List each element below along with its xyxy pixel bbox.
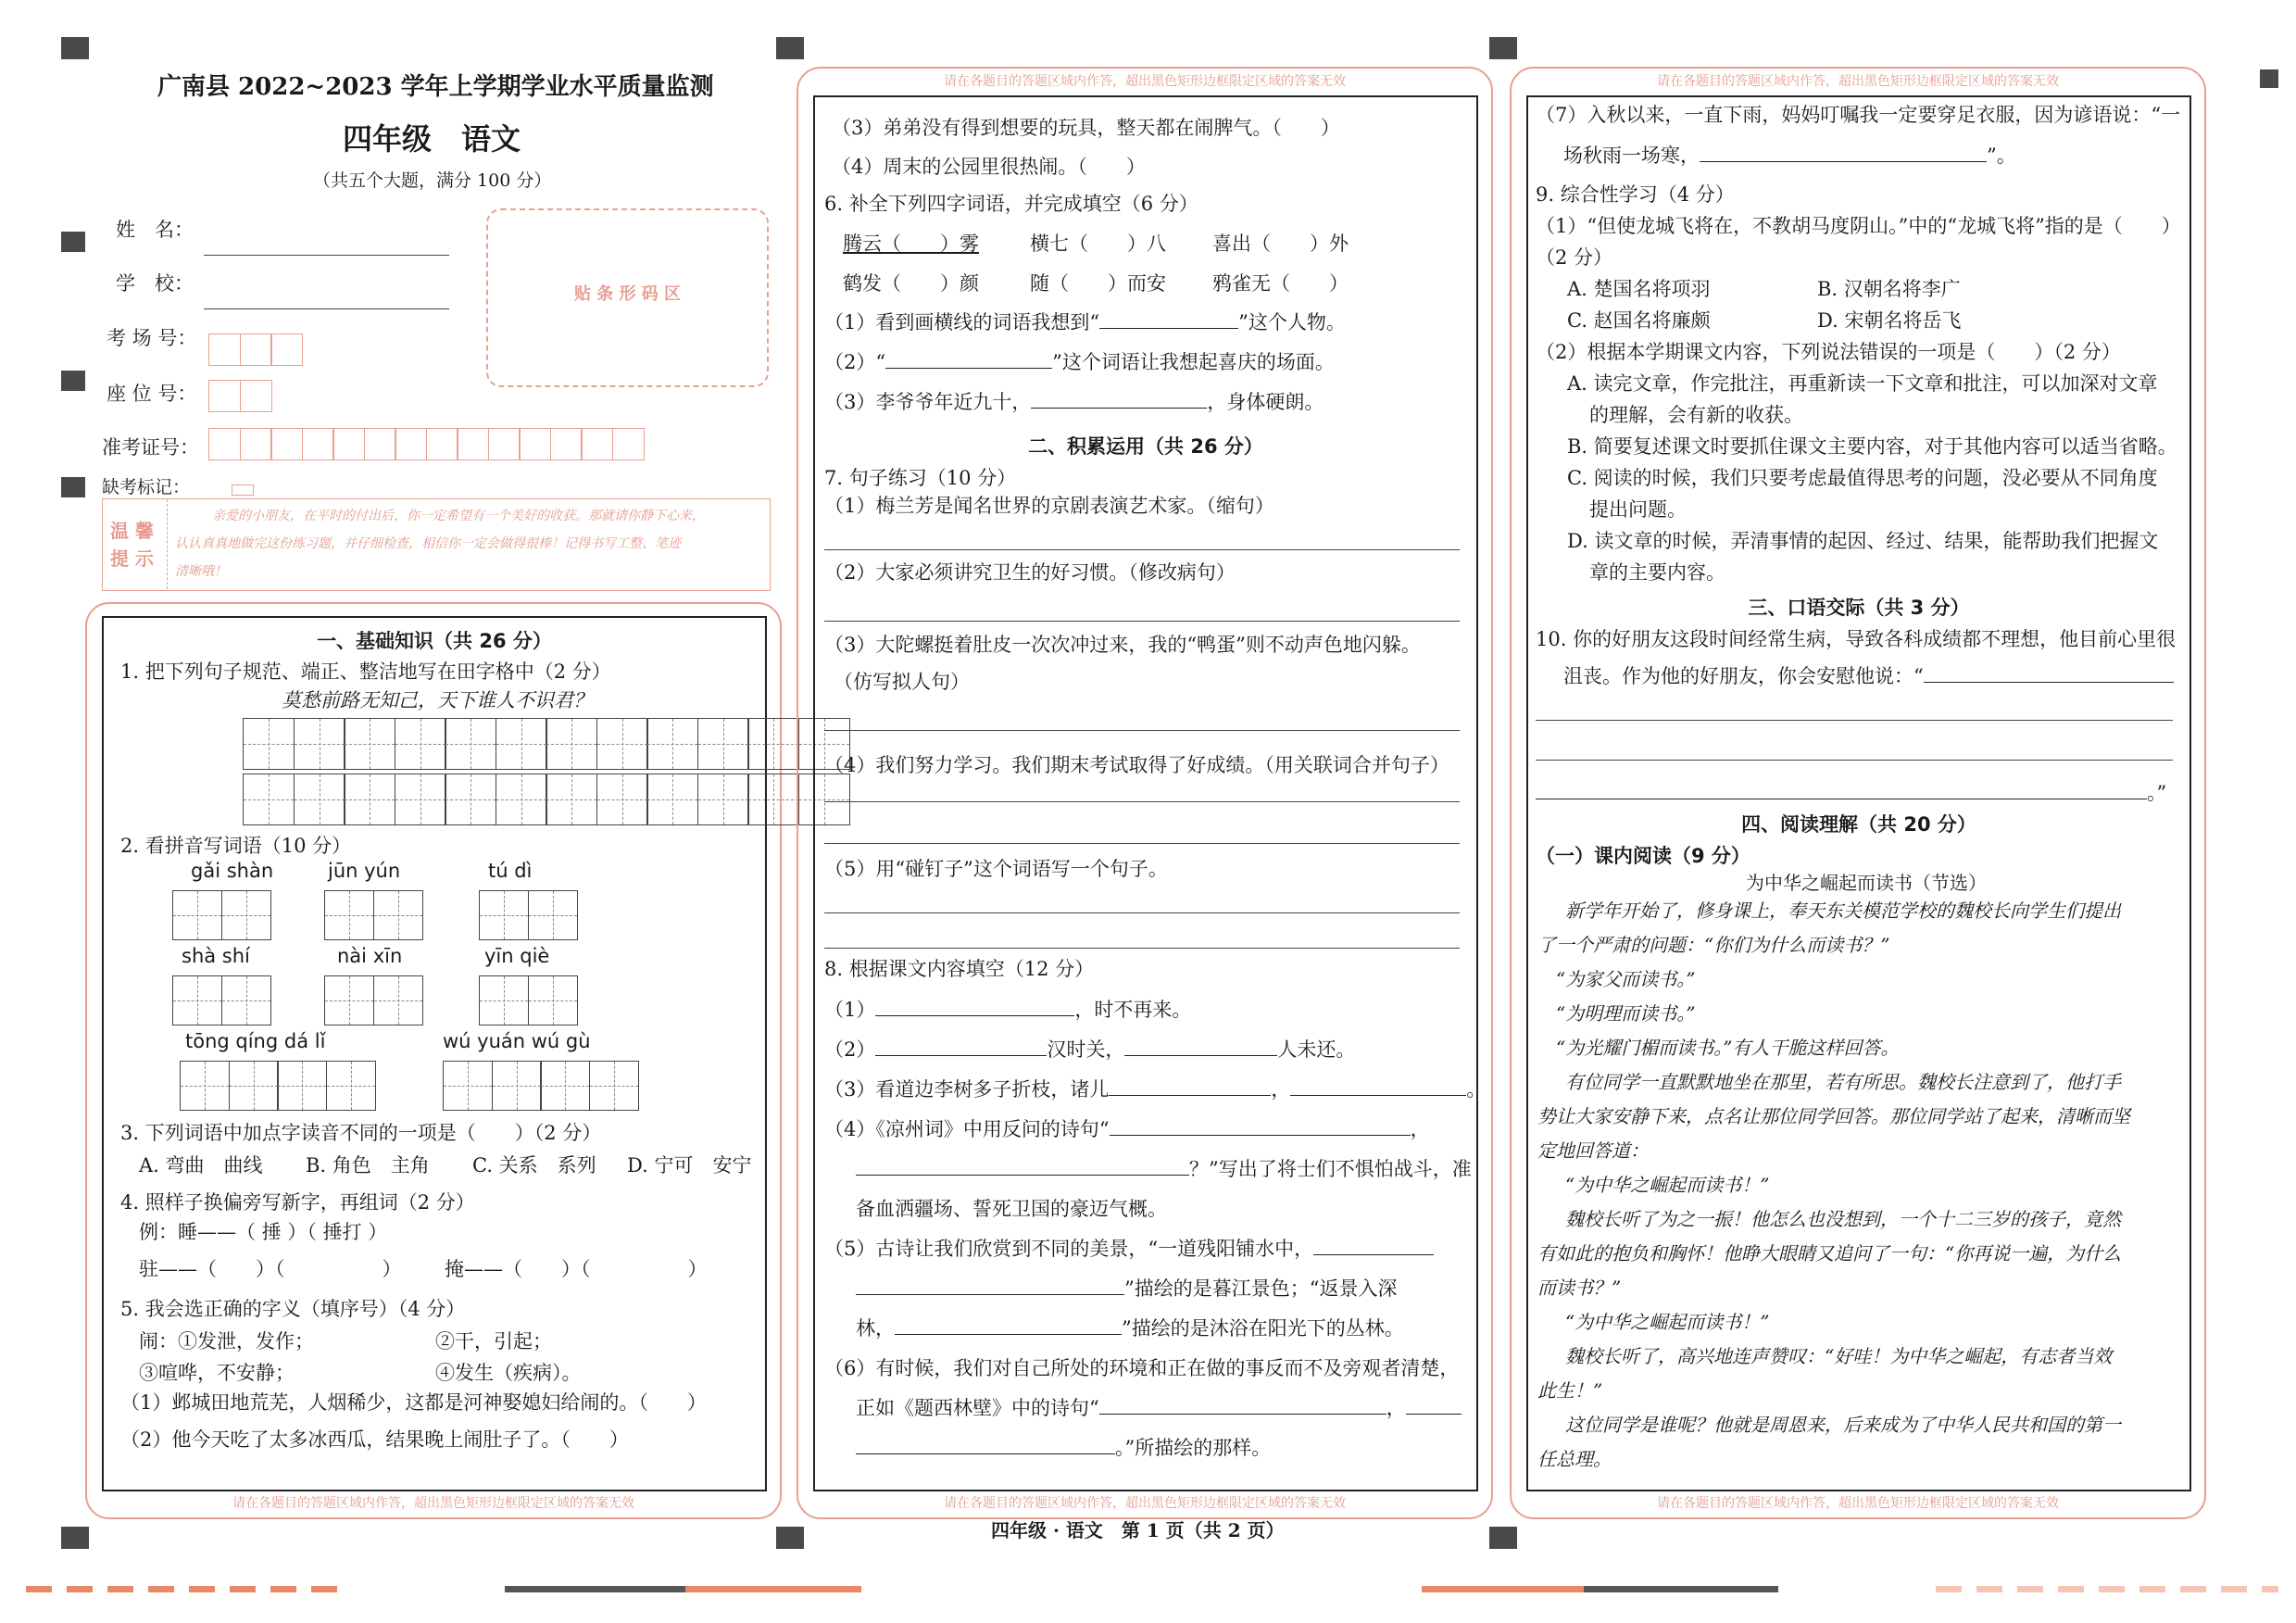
q9-1-option-a: A. 楚国名将项羽 bbox=[1567, 278, 1711, 300]
q8-6a: （6）有时候，我们对自己所处的环境和正在做的事反而不及旁观者清楚， bbox=[824, 1357, 1460, 1379]
q7-3-subtext: （仿写拟人句） bbox=[834, 671, 970, 693]
bottom-dash-right bbox=[1936, 1586, 2278, 1592]
q4-text: 4. 照样子换偏旁写新字，再组词（2 分） bbox=[120, 1191, 475, 1214]
q6-word-2[interactable]: 横七（ ）八 bbox=[1030, 233, 1166, 255]
exam-header bbox=[56, 56, 778, 611]
q1-grid-row-1[interactable] bbox=[243, 718, 848, 770]
name-label: 姓 名： bbox=[116, 219, 194, 241]
name-field[interactable] bbox=[204, 255, 449, 256]
q7-5-answer-line-2[interactable] bbox=[824, 948, 1460, 949]
q10-answer-line-3[interactable]: 。” bbox=[1536, 781, 2166, 805]
section-1-title: 一、基础知识（共 26 分） bbox=[317, 630, 552, 652]
q9-1-text: （1）“但使龙城飞将在，不教胡马度阴山。”中的“龙城飞将”指的是（ ） bbox=[1536, 215, 2181, 237]
tip-text-3: 清晰哦！ bbox=[175, 564, 227, 579]
q2-text: 2. 看拼音写词语（10 分） bbox=[120, 835, 352, 857]
ticket-label: 准考证号： bbox=[102, 436, 199, 459]
q5-meaning-1: 闹：①发泄，发作； bbox=[139, 1330, 314, 1352]
column-2-answer-area bbox=[813, 95, 1487, 1491]
section-3-title: 三、口语交际（共 3 分） bbox=[1748, 597, 1970, 619]
q3-option-c: C. 关系 系列 bbox=[472, 1154, 596, 1176]
q9-2-option-d: D. 读文章的时候，弄清事情的起因、经过、结果，能帮助我们把握文 bbox=[1567, 530, 2159, 552]
barcode-label: 贴 条 形 码 区 bbox=[573, 284, 682, 304]
bottom-bar bbox=[1422, 1586, 1584, 1592]
exam-title: 广南县 2022~2023 学年上学期学业水平质量监测 bbox=[157, 73, 714, 101]
absent-checkbox[interactable] bbox=[232, 484, 254, 496]
answer-area-caption: 请在各题目的答题区域内作答，超出黑色矩形边框限定区域的答案无效 bbox=[232, 1495, 634, 1511]
q9-2-text: （2）根据本学期课文内容，下列说法错误的一项是（ ）（2 分） bbox=[1536, 341, 2121, 363]
q5-sentence-2[interactable]: （2）他今天吃了太多冰西瓜，结果晚上闹肚子了。（ ） bbox=[120, 1428, 629, 1451]
bottom-bar bbox=[685, 1586, 861, 1592]
q7-5-text: （5）用“碰钉子”这个词语写一个句子。 bbox=[824, 858, 1168, 880]
q7-4-text: （4）我们努力学习。我们期末考试取得了好成绩。（用关联词合并句子） bbox=[824, 754, 1449, 776]
q1-text: 1. 把下列句子规范、端正、整洁地写在田字格中（2 分） bbox=[120, 661, 611, 683]
passage-title: 为中华之崛起而读书（节选） bbox=[1746, 872, 1987, 894]
q8-5c[interactable]: 林， ”描绘的是沐浴在阳光下的丛林。 bbox=[856, 1317, 1404, 1340]
registration-mark bbox=[1489, 37, 1517, 59]
column-3-answer-area: （7）入秋以来，一直下雨，妈妈叮嘱我一定要穿足衣服，因为谚语说：“一 场秋雨一场寒， ”。 9. 综合性学习（4 分） （1）“但使龙城飞将在，不教胡马度阴山。”中的“龙城飞将”指的是（ ） （2 分） A. 楚国名将项羽 B. 汉朝名将李广 C. 赵国名将廉颇 D. 宋朝名将岳飞 （2）根据本学期课文内容，下列说法错误的一项是（ ）（2 分） A. 读完文章，作完批注，再重新读一下文章和批注，可以加深对文章 的理解，会有新的收获。 B. 简要复述课文时要抓住课文主要内容，对于其他内容可以适当省略。 C. 阅读的时候，我们只要考虑最值得思考的问题，没必要从不同角度 提出问题。 D. 读文章的时候，弄清事情的起因、经过、结果，能帮助我们把握文 章的主要内容。 三、口语交际（共 3 分） 10. 你的好朋友这段时间经常生病，导致各科成绩都不理想，他目前心里很 沮丧。作为他的好朋友，你会安慰他说：“ 。” 四、阅读理解（共 20 分） （一）课内阅读（9 分） 为中华之崛起而读书（节选） 新学年开始了，修身课上，奉天东关模范学校的魏校长向学生们提出 了一个严肃的问题：“你们为什么而读书？” “为家父而读书。” “为明理而读书。” “为光耀门楣而读书。”有人干脆这样回答。 有位同学一直默默地坐在那里，若有所思。魏校长注意到了，他打手 势让大家安静下来，点名让那位同学回答。那位同学站了起来，清晰而坚 定地回答道： “为中华之崛起而读书！” 魏校长听了为之一振！他怎么也没想到，一个十二三岁的孩子，竟然 有如此的抱负和胸怀！他睁大眼睛又追问了一句：“你再说一遍，为什么 而读书？” “为中华之崛起而读书！” 魏校长听了，高兴地连声赞叹：“好哇！为中华之崛起，有志者当效 此生！” 这位同学是谁呢？他就是周恩来，后来成为了中华人民共和国的第一 任总理。 bbox=[1526, 95, 2191, 1491]
q9-2-option-c-cont: 提出问题。 bbox=[1589, 498, 1687, 521]
q8-text: 8. 根据课文内容填空（12 分） bbox=[824, 958, 1095, 980]
q8-7b[interactable]: 场秋雨一场寒， ”。 bbox=[1563, 145, 2016, 167]
page-footer: 四年级 · 语文 第 1 页（共 2 页） bbox=[991, 1519, 1285, 1541]
exam-subtitle: 四年级 语文 bbox=[343, 121, 521, 157]
section-4-title: 四、阅读理解（共 20 分） bbox=[1741, 813, 1976, 836]
q7-3-answer-line[interactable] bbox=[824, 730, 1460, 731]
q9-2-option-d-cont: 章的主要内容。 bbox=[1589, 561, 1725, 584]
q8-3[interactable]: （3）看道边李树多子折枝，诸儿 ， 。 bbox=[824, 1078, 1487, 1101]
q6-fill-2[interactable]: （2）“ ”这个词语让我想起喜庆的场面。 bbox=[824, 351, 1335, 373]
q9-1-option-d: D. 宋朝名将岳飞 bbox=[1817, 309, 1962, 332]
q4-line-1[interactable]: 驻——（ ）（ ） bbox=[139, 1258, 402, 1280]
q9-1-score: （2 分） bbox=[1536, 246, 1613, 269]
q6-word-4[interactable]: 鹤发（ ）颜 bbox=[843, 272, 979, 295]
room-label: 考 场 号： bbox=[107, 327, 197, 349]
registration-mark bbox=[2260, 69, 2278, 88]
q8-5b[interactable]: ”描绘的是暮江景色；“返景入深 bbox=[856, 1277, 1397, 1301]
exam-note: （共五个大题，满分 100 分） bbox=[313, 170, 552, 191]
seat-label: 座 位 号： bbox=[107, 383, 197, 405]
seat-boxes[interactable] bbox=[208, 380, 270, 412]
q7-1-text: （1）梅兰芳是闻名世界的京剧表演艺术家。（缩句） bbox=[824, 495, 1274, 517]
q8-2[interactable]: （2） 汉时关， 人未还。 bbox=[824, 1038, 1356, 1061]
answer-area-caption: 请在各题目的答题区域内作答，超出黑色矩形边框限定区域的答案无效 bbox=[1657, 1495, 2059, 1511]
q3-option-b: B. 角色 主角 bbox=[306, 1154, 430, 1176]
q1-sentence: 莫愁前路无知己，天下谁人不识君？ bbox=[282, 689, 593, 711]
q9-2-option-a: A. 读完文章，作完批注，再重新读一下文章和批注，可以加深对文章 bbox=[1567, 372, 2158, 395]
q6-text: 6. 补全下列四字词语，并完成填空（6 分） bbox=[824, 193, 1198, 215]
q7-text: 7. 句子练习（10 分） bbox=[824, 467, 1017, 489]
barcode-area bbox=[486, 208, 769, 387]
q9-text: 9. 综合性学习（4 分） bbox=[1536, 183, 1735, 206]
q8-6b[interactable]: 正如《题西林壁》中的诗句“ ， bbox=[856, 1396, 1462, 1420]
tip-text-2: 认认真真地做完这份练习题，并仔细检查，相信你一定会做得很棒！记得书写工整、笔迹 bbox=[175, 536, 681, 551]
q5-sentence-1[interactable]: （1）邺城田地荒芜，人烟稀少，这都是河神娶媳妇给闹的。（ ） bbox=[120, 1391, 707, 1414]
q9-1-option-c: C. 赵国名将廉颇 bbox=[1567, 309, 1711, 332]
q8-4b[interactable]: ？”写出了将士们不惧怕战斗，准 bbox=[856, 1157, 1472, 1181]
registration-mark bbox=[61, 1527, 89, 1549]
q3-text: 3. 下列词语中加点字读音不同的一项是（ ）（2 分） bbox=[120, 1122, 602, 1144]
q9-2-option-c: C. 阅读的时候，我们只要考虑最值得思考的问题，没必要从不同角度 bbox=[1567, 467, 2158, 489]
q5-sentence-4[interactable]: （4）周末的公园里很热闹。（ ） bbox=[832, 156, 1146, 178]
q5-meaning-4: ④发生（疾病）。 bbox=[435, 1362, 582, 1384]
q7-4-answer-line-2[interactable] bbox=[824, 843, 1460, 844]
q9-2-option-a-cont: 的理解，会有新的收获。 bbox=[1589, 404, 1803, 426]
q9-2-option-b: B. 简要复述课文时要抓住课文主要内容，对于其他内容可以适当省略。 bbox=[1567, 435, 2177, 458]
tip-text-1: 亲爱的小朋友，在平时的付出后，你一定希望有一个美好的收获。那就请你静下心来， bbox=[212, 509, 705, 523]
q6-word-5[interactable]: 随（ ）而安 bbox=[1030, 272, 1166, 295]
registration-mark bbox=[776, 1527, 804, 1549]
q10-answer-line-1[interactable] bbox=[1536, 720, 2173, 721]
bottom-bar bbox=[505, 1586, 685, 1592]
q7-4-answer-line-1[interactable] bbox=[824, 801, 1460, 802]
q9-1-option-b: B. 汉朝名将李广 bbox=[1817, 278, 1961, 300]
q6-fill-1[interactable]: （1）看到画横线的词语我想到“ ”这个人物。 bbox=[824, 311, 1346, 333]
q5-meaning-2: ②干，引起； bbox=[435, 1330, 552, 1352]
q5-sentence-3[interactable]: （3）弟弟没有得到想要的玩具，整天都在闹脾气。（ ） bbox=[832, 117, 1340, 139]
q5-meaning-3: ③喧哗，不安静； bbox=[139, 1362, 295, 1384]
q7-2-answer-line[interactable] bbox=[824, 621, 1460, 622]
q7-3-text: （3）大陀螺挺着肚皮一次次冲过来，我的“鸭蛋”则不动声色地闪躲。 bbox=[824, 634, 1421, 656]
q6-fill-3[interactable]: （3）李爷爷年近九十， ，身体硬朗。 bbox=[824, 391, 1324, 413]
q3-option-a: A. 弯曲 曲线 bbox=[139, 1154, 263, 1176]
column-1-answer-area: 一、基础知识（共 26 分） 1. 把下列句子规范、端正、整洁地写在田字格中（2 分） 莫愁前路无知己，天下谁人不识君？ 2. 看拼音写词语（10 分） gǎi shàn jūn yún tú dì shà shí nài xīn yīn qiè tōng qíng dá lǐ wú yuán wú gù 3. 下列词语中加点字读音不同的一项是（ ）（2 分） A. 弯曲 曲线 B. 角色 主角 C. 关系 系列 D. 宁可 安宁 4. 照样子换偏旁写新字，再组词（2 分） 例：睡——（ 捶 ）（ 捶打 ） 驻——（ ）（ ） 掩——（ ）（ ） 5. 我会选正确的字义（填序号）（4 分） 闹：①发泄，发作； ②干，引起； ③喧哗，不安静； ④发生（疾病）。 （1）邺城田地荒芜，人烟稀少，这都是河神娶媳妇给闹的。（ ） （2）他今天吃了太多冰西瓜，结果晚上闹肚子了。（ ） bbox=[102, 616, 767, 1491]
q3-option-d: D. 宁可 安宁 bbox=[627, 1154, 752, 1176]
q10-text: 10. 你的好朋友这段时间经常生病，导致各科成绩都不理想，他目前心里很 bbox=[1536, 628, 2177, 650]
q1-grid-row-2[interactable] bbox=[243, 774, 848, 825]
absent-label: 缺考标记： bbox=[102, 477, 191, 497]
bottom-bar bbox=[1584, 1586, 1778, 1592]
answer-area-caption: 请在各题目的答题区域内作答，超出黑色矩形边框限定区域的答案无效 bbox=[944, 74, 1346, 89]
q10-answer-line-2[interactable] bbox=[1536, 760, 2173, 761]
q8-1[interactable]: （1） ，时不再来。 bbox=[824, 999, 1192, 1021]
q5-text: 5. 我会选正确的字义（填序号）（4 分） bbox=[120, 1298, 466, 1320]
registration-mark bbox=[1489, 1527, 1517, 1549]
q10-text-cont[interactable]: 沮丧。作为他的好朋友，你会安慰他说：“ bbox=[1563, 664, 2174, 688]
q7-5-answer-line-1[interactable] bbox=[824, 912, 1460, 913]
q8-6c[interactable]: 。”所描绘的那样。 bbox=[856, 1436, 1271, 1460]
q6-word-3[interactable]: 喜出（ ）外 bbox=[1212, 233, 1349, 255]
q8-4a[interactable]: （4）《凉州词》中用反问的诗句“ ， bbox=[824, 1118, 1430, 1140]
bottom-dash-left bbox=[26, 1586, 350, 1592]
q6-word-1[interactable]: 腾云（ ）雾 bbox=[843, 233, 979, 255]
school-field[interactable] bbox=[204, 308, 449, 309]
ticket-boxes[interactable] bbox=[208, 428, 643, 460]
q8-4c: 备血洒疆场、誓死卫国的豪迈气概。 bbox=[856, 1198, 1167, 1220]
answer-area-caption: 请在各题目的答题区域内作答，超出黑色矩形边框限定区域的答案无效 bbox=[944, 1495, 1346, 1511]
school-label: 学 校： bbox=[116, 272, 194, 295]
q4-example: 例：睡——（ 捶 ）（ 捶打 ） bbox=[139, 1221, 388, 1243]
answer-area-caption: 请在各题目的答题区域内作答，超出黑色矩形边框限定区域的答案无效 bbox=[1657, 74, 2059, 89]
q6-word-6[interactable]: 鸦雀无（ ） bbox=[1212, 272, 1349, 295]
q7-1-answer-line[interactable] bbox=[824, 549, 1460, 550]
q7-2-text: （2）大家必须讲究卫生的好习惯。（修改病句） bbox=[824, 561, 1236, 584]
q8-5a[interactable]: （5）古诗让我们欣赏到不同的美景，“一道残阳铺水中， bbox=[824, 1237, 1434, 1261]
tip-label-2: 提 示 bbox=[110, 547, 154, 570]
registration-mark bbox=[776, 37, 804, 59]
q8-7a: （7）入秋以来，一直下雨，妈妈叮嘱我一定要穿足衣服，因为谚语说：“一 bbox=[1536, 104, 2181, 126]
q4-line-2[interactable]: 掩——（ ）（ ） bbox=[445, 1258, 708, 1280]
room-boxes[interactable] bbox=[208, 333, 302, 366]
reading-subsection-1: （一）课内阅读（9 分） bbox=[1536, 845, 1750, 867]
tip-label-1: 温 馨 bbox=[110, 520, 154, 542]
section-2-title: 二、积累运用（共 26 分） bbox=[1028, 435, 1263, 458]
tip-box bbox=[102, 498, 771, 591]
